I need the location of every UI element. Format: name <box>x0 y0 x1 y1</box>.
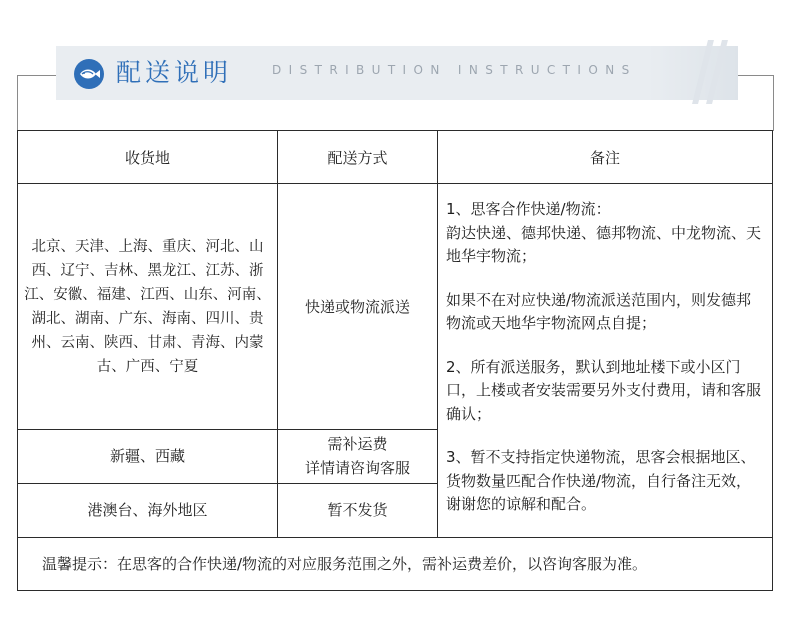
note-paragraph: 1、思客合作快递/物流： 韵达快递、德邦快递、德邦物流、中龙物流、天地华宇物流； <box>446 200 762 265</box>
region-cell: 新疆、西藏 <box>18 430 278 484</box>
note-paragraph: 如果不在对应快递/物流派送范围内，则发德邦物流或天地华宇物流网点自提； <box>446 290 752 332</box>
fish-logo-icon <box>74 59 104 89</box>
page-subtitle: DISTRIBUTION INSTRUCTIONS <box>272 63 637 77</box>
method-cell <box>278 430 438 484</box>
distribution-table <box>17 130 773 591</box>
warm-tip-text: 温馨提示：在思客的合作快递/物流的对应服务范围之外，需补运费差价，以咨询客服为准。 <box>18 537 773 590</box>
column-header-destination: 收货地 <box>18 131 278 184</box>
method-cell: 快递或物流派送 <box>278 184 438 430</box>
method-line: 详情请咨询客服 <box>304 459 410 478</box>
region-cell: 港澳台、海外地区 <box>18 483 278 537</box>
notes-cell <box>438 184 773 538</box>
tip-row <box>18 537 773 590</box>
region-cell <box>18 184 278 430</box>
table-header-row <box>18 131 773 184</box>
method-cell: 暂不发货 <box>278 483 438 537</box>
header-banner <box>0 0 790 130</box>
column-header-notes: 备注 <box>438 131 773 184</box>
page-title: 配送说明 <box>116 58 233 87</box>
note-paragraph: 3、暂不支持指定快递物流，思客会根据地区、货物数量匹配合作快递/物流，自行备注无效，谢谢您的谅解和配合。 <box>446 448 756 513</box>
column-header-method: 配送方式 <box>278 131 438 184</box>
method-line: 需补运费 <box>327 435 388 454</box>
note-paragraph: 2、所有派送服务，默认到地址楼下或小区门口，上楼或者安装需要另外支付费用，请和客服确认； <box>446 357 762 423</box>
region-list: 北京、天津、上海、重庆、河北、山西、辽宁、吉林、黑龙江、江苏、浙江、安徽、福建、江西、山东、河南、湖北、湖南、广东、海南、四川、贵州、云南、陕西、甘肃、青海、内蒙古、广西、宁夏 <box>24 238 271 375</box>
table-row <box>18 184 773 430</box>
